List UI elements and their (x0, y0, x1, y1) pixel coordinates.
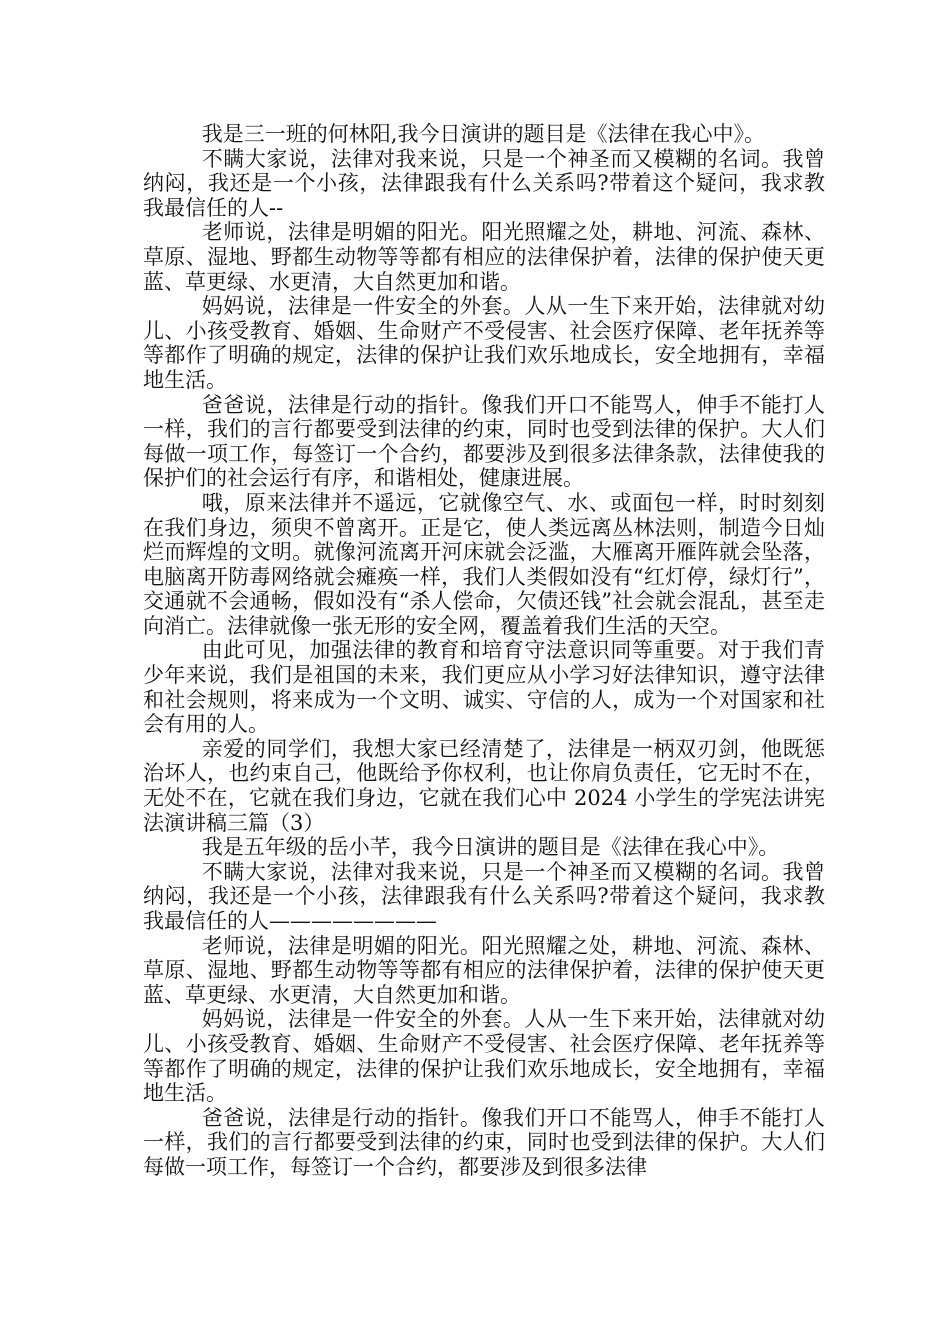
paragraph-9: 我是五年级的岳小芊，我今日演讲的题目是《法律在我心中》。 (201, 835, 780, 860)
paragraph-3: 老师说，法律是明媚的阳光。阳光照耀之处，耕地、河流、森林、草原、湿地、野都生动物等等都有相应的法律保护着，法律的保护使天更蓝、草更绿、水更清，大自然更加和谐。 (143, 220, 825, 294)
paragraph-8: 亲爱的同学们，我想大家已经清楚了，法律是一柄双刃剑，他既惩治坏人，也约束自己，他既给予你权利，也让你肩负责任，它无时不在，无处不在，它就在我们身边，它就在我们心中 2024 小学生的学宪法讲宪法演讲稿三篇（3） (143, 736, 825, 835)
paragraph-6: 哦，原来法律并不遥远，它就像空气、水、或面包一样，时时刻刻在我们身边，须臾不曾离开。正是它，使人类远离丛林法则，制造今日灿烂而辉煌的文明。就像河流离开河床就会泛滥，大雁离开雁阵就会坠落，电脑离开防毒网络就会瘫痪一样，我们人类假如没有“红灯停，绿灯行”，交通就不会通畅，假如没有“杀人偿命，欠债还钱”社会就会混乱，甚至走向消亡。法律就像一张无形的安全网，覆盖着我们生活的天空。 (143, 490, 825, 638)
paragraph-2: 不瞒大家说，法律对我来说，只是一个神圣而又模糊的名词。我曾纳闷，我还是一个小孩，法律跟我有什么关系吗?带着这个疑问，我求教我最信任的人-- (143, 146, 825, 220)
paragraph-4: 妈妈说，法律是一件安全的外套。人从一生下来开始，法律就对幼儿、小孩受教育、婚姻、生命财产不受侵害、社会医疗保障、老年抚养等等都作了明确的规定，法律的保护让我们欢乐地成长，安全地拥有，幸福地生活。 (143, 294, 825, 392)
paragraph-13: 爸爸说，法律是行动的指针。像我们开口不能骂人，伸手不能打人一样，我们的言行都要受到法律的约束，同时也受到法律的保护。大人们每做一项工作，每签订一个合约，都要涉及到很多法律 (143, 1105, 825, 1179)
paragraph-7: 由此可见，加强法律的教育和培育守法意识同等重要。对于我们青少年来说，我们是祖国的未来，我们更应从小学习好法律知识，遵守法律和社会规则，将来成为一个文明、诚实、守信的人，成为一个对国家和社会有用的人。 (143, 638, 825, 737)
paragraph-12: 妈妈说，法律是一件安全的外套。人从一生下来开始，法律就对幼儿、小孩受教育、婚姻、生命财产不受侵害、社会医疗保障、老年抚养等等都作了明确的规定，法律的保护让我们欢乐地成长，安全地拥有，幸福地生活。 (143, 1007, 825, 1106)
document-body (143, 122, 825, 1180)
paragraph-11: 老师说，法律是明媚的阳光。阳光照耀之处，耕地、河流、森林、草原、湿地、野都生动物等等都有相应的法律保护着，法律的保护使天更蓝、草更绿、水更清，大自然更加和谐。 (143, 933, 825, 1007)
paragraph-1: 我是三一班的何林阳,我今日演讲的题目是《法律在我心中》。 (201, 122, 765, 146)
paragraph-10: 不瞒大家说，法律对我来说，只是一个神圣而又模糊的名词。我曾纳闷，我还是一个小孩，法律跟我有什么关系吗?带着这个疑问，我求教我最信任的人———————— (143, 859, 825, 933)
paragraph-5: 爸爸说，法律是行动的指针。像我们开口不能骂人，伸手不能打人一样，我们的言行都要受到法律的约束，同时也受到法律的保护。大人们每做一项工作，每签订一个合约，都要涉及到很多法律条款，法律使我的保护们的社会运行有序，和谐相处，健康进展。 (143, 392, 825, 491)
